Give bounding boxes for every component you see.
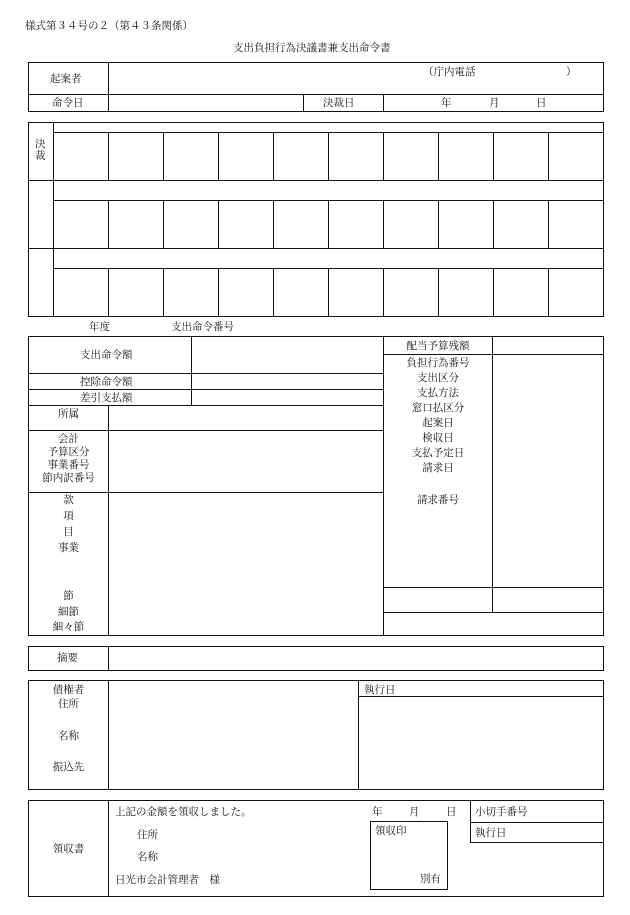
transfer-label: 振込先	[52, 761, 85, 773]
order-number-label: 支出命令番号	[171, 321, 234, 333]
billing-date-label: 請求日	[422, 462, 454, 474]
creditor-address-label: 住所	[58, 698, 79, 710]
request-number-label: 請求番号	[417, 494, 459, 506]
payment-category-label: 支出区分	[417, 372, 459, 384]
account-input[interactable]	[110, 431, 382, 491]
drafter-label: 起案者	[50, 73, 82, 85]
item-moku-label: 目	[63, 526, 74, 538]
section-setsu-label: 節	[63, 590, 74, 602]
fiscal-year-label: 年度	[89, 321, 110, 333]
phone-open: （庁内電話	[423, 66, 476, 78]
amount-input[interactable]	[193, 338, 382, 372]
budget-balance-label: 配当予算残額	[406, 340, 470, 352]
approval-seal-row-3[interactable]	[54, 269, 603, 316]
creditor-name-label: 名称	[58, 730, 79, 742]
decision-day: 日	[536, 97, 547, 109]
order-date-label: 命令日	[52, 97, 84, 109]
phone-close: ）	[566, 66, 577, 78]
project-number-label: 事業番号	[47, 459, 90, 471]
draft-date-label: 起案日	[422, 417, 454, 429]
deduction-label: 控除命令額	[80, 376, 133, 388]
deduction-input[interactable]	[193, 374, 382, 388]
section-saisetsu-label: 細節	[58, 606, 79, 618]
counter-payment-label: 窓口払区分	[411, 402, 465, 414]
items-input[interactable]	[110, 493, 382, 634]
inspection-date-label: 検収日	[422, 432, 454, 444]
summary-input[interactable]	[110, 648, 602, 669]
check-number-input[interactable]	[540, 802, 602, 821]
form-title: 支出負担行為決議書兼支出命令書	[233, 42, 391, 54]
drafter-input[interactable]	[110, 64, 410, 93]
payment-due-date-label: 支払予定日	[411, 447, 465, 459]
amount-label: 支出命令額	[80, 349, 133, 361]
order-date-input[interactable]	[110, 96, 302, 110]
receipt-execution-input[interactable]	[520, 823, 602, 841]
affiliation-label: 所属	[58, 408, 79, 420]
section-saisaisetsu-label: 細々節	[52, 621, 85, 633]
approval-seal-row-2[interactable]	[54, 201, 603, 248]
phone-input[interactable]	[480, 64, 564, 93]
receipt-name-label: 名称	[137, 851, 158, 863]
receipt-month: 月	[409, 806, 420, 818]
receipt-seal-label: 領収印	[375, 825, 407, 837]
summary-label: 摘要	[57, 652, 78, 664]
budget-category-label: 予算区分	[47, 446, 90, 458]
receipt-execution-date-label: 執行日	[475, 827, 507, 839]
payment-method-label: 支払方法	[417, 387, 459, 399]
budget-balance-input[interactable]	[494, 338, 602, 353]
receipt-statement: 上記の金額を領収しました。	[115, 806, 252, 818]
affiliation-input[interactable]	[110, 406, 382, 429]
receipt-addressee: 日光市会計管理者 様	[115, 874, 220, 886]
net-input[interactable]	[193, 390, 382, 404]
receipt-signer-input[interactable]	[170, 824, 360, 872]
account-label: 会計	[58, 433, 79, 445]
item-project-label: 事業	[58, 542, 79, 554]
item-kan-label: 款	[63, 494, 74, 506]
creditor-input[interactable]	[110, 682, 357, 788]
receipt-separate-label: 別有	[420, 873, 441, 885]
creditor-execution-input[interactable]	[360, 698, 602, 788]
net-label: 差引支払額	[80, 392, 133, 404]
decision-month: 月	[489, 97, 500, 109]
decision-year: 年	[441, 97, 452, 109]
creditor-execution-date-label: 執行日	[364, 684, 396, 696]
receipt-address-label: 住所	[137, 829, 158, 841]
section-detail-number-label: 節内訳番号	[42, 472, 95, 484]
creditor-label: 債権者	[52, 684, 85, 696]
check-number-label: 小切手番号	[475, 806, 528, 818]
receipt-day: 日	[446, 806, 457, 818]
decision-date-label: 決裁日	[323, 97, 355, 109]
approval-label: 決裁	[35, 138, 46, 162]
commitment-number-label: 負担行為番号	[406, 357, 470, 369]
item-kou-label: 項	[63, 510, 74, 522]
receipt-label: 領収書	[52, 843, 85, 855]
form-number: 様式第３４号の２（第４３条関係）	[25, 20, 193, 32]
receipt-year: 年	[372, 806, 383, 818]
right-values-input[interactable]	[494, 356, 602, 586]
approval-seal-row-1[interactable]	[54, 133, 603, 180]
